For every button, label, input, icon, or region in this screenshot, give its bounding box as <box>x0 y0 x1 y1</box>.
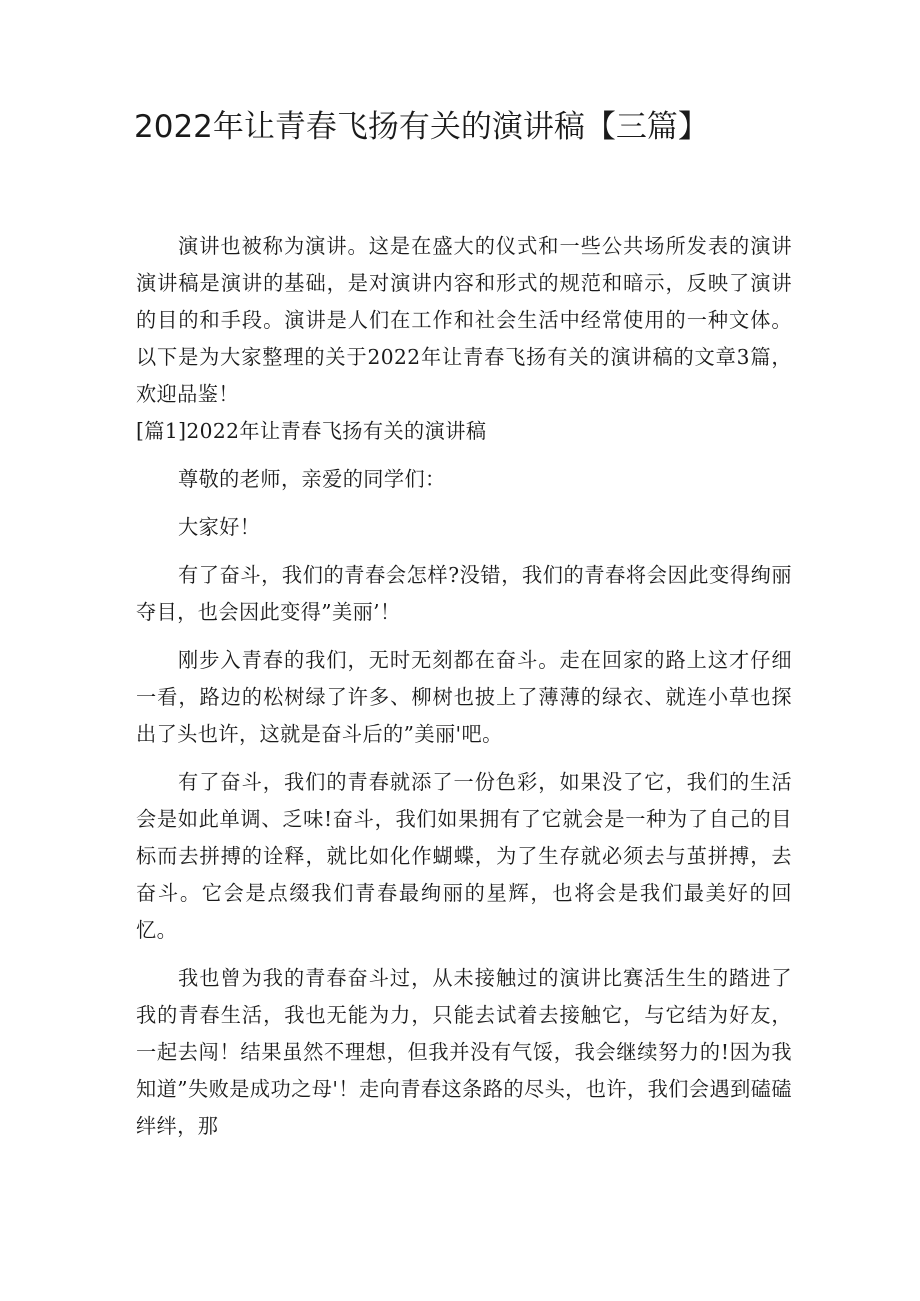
document-body <box>136 228 792 1145</box>
body-paragraph: 我也曾为我的青春奋斗过，从未接触过的演讲比赛活生生的踏进了我的青春生活，我也无能为力，只能去试着去接触它，与它结为好友，一起去闯！结果虽然不理想，但我并没有气馁，我会继续努力的!因为我知道”失败是成功之母'！走向青春这条路的尽头，也许，我们会遇到磕磕绊绊，那 <box>136 966 792 1138</box>
greeting-paragraph: 大家好！ <box>178 515 261 539</box>
body-paragraph: 刚步入青春的我们，无时无刻都在奋斗。走在回家的路上这才仔细一看，路边的松树绿了许多、柳树也披上了薄薄的绿衣、就连小草也探出了头也许，这就是奋斗后的”美丽'吧。 <box>136 648 792 746</box>
body-paragraph: 有了奋斗，我们的青春就添了一份色彩，如果没了它，我们的生活会是如此单调、乏味!奋斗，我们如果拥有了它就会是一种为了自己的目标而去拼搏的诠释，就比如化作蝴蝶，为了生存就必须去与茧拼搏，去奋斗。它会是点缀我们青春最绚丽的星辉，也将会是我们最美好的回忆。 <box>136 770 792 942</box>
section-heading: [篇1]2022年让青春飞扬有关的演讲稿 <box>136 419 487 443</box>
intro-paragraph: 演讲也被称为演讲。这是在盛大的仪式和一些公共场所发表的演讲演讲稿是演讲的基础，是对演讲内容和形式的规范和暗示，反映了演讲的目的和手段。演讲是人们在工作和社会生活中经常使用的一种文体。以下是为大家整理的关于2022年让青春飞扬有关的演讲稿的文章3篇，欢迎品鉴！ <box>136 234 792 406</box>
salutation-paragraph: 尊敬的老师，亲爱的同学们： <box>178 467 446 491</box>
body-paragraph: 有了奋斗，我们的青春会怎样?没错，我们的青春将会因此变得绚丽夺目，也会因此变得”美丽’！ <box>136 563 792 624</box>
document-title: 2022年让青春飞扬有关的演讲稿【三篇】 <box>134 109 709 145</box>
